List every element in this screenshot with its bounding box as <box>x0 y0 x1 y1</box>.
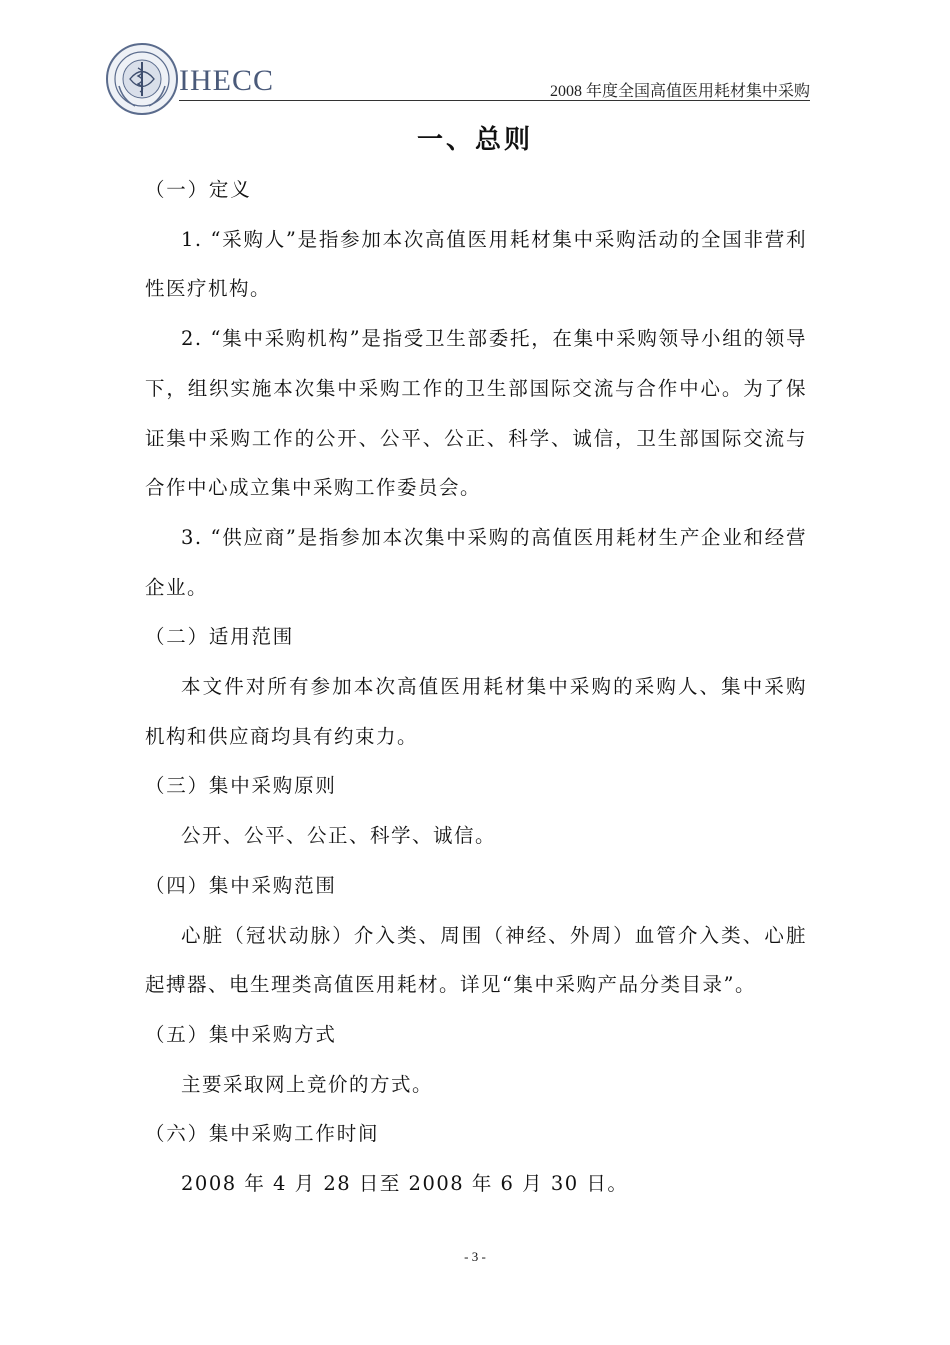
document-body <box>145 165 807 1209</box>
section-heading: （五）集中采购方式 <box>145 1022 337 1046</box>
section-heading: （一）定义 <box>145 178 252 201</box>
page-number: - 3 - <box>464 1249 486 1264</box>
section-title: 一、总则 <box>416 125 533 155</box>
header-divider <box>179 100 810 101</box>
section-heading: （四）集中采购范围 <box>145 873 337 897</box>
paragraph: 心脏（冠状动脉）介入类、周围（神经、外周）血管介入类、心脏起搏器、电生理类高值医用耗材。详见“集中采购产品分类目录”。 <box>145 923 807 997</box>
paragraph: 公开、公平、公正、科学、诚信。 <box>181 824 497 848</box>
header-title: 2008 年度全国高值医用耗材集中采购 <box>549 83 810 100</box>
paragraph: 2. “集中采购机构”是指受卫生部委托，在集中采购领导小组的领导下，组织实施本次集中采购工作的卫生部国际交流与合作中心。为了保证集中采购工作的公开、公平、公正、科学、诚信，卫生部国际交流与合作中心成立集中采购工作委员会。 <box>145 327 807 500</box>
organization-seal-logo <box>105 42 179 116</box>
section-heading: （二）适用范围 <box>145 625 295 649</box>
section-heading: （三）集中采购原则 <box>145 774 337 798</box>
paragraph: 2008 年 4 月 28 日至 2008 年 6 月 30 日。 <box>181 1172 629 1196</box>
paragraph: 本文件对所有参加本次高值医用耗材集中采购的采购人、集中采购机构和供应商均具有约束力。 <box>145 675 807 748</box>
paragraph: 3. “供应商”是指参加本次集中采购的高值医用耗材生产企业和经营企业。 <box>145 525 807 599</box>
section-heading: （六）集中采购工作时间 <box>145 1122 380 1146</box>
paragraph: 1. “采购人”是指参加本次高值医用耗材集中采购活动的全国非营利性医疗机构。 <box>145 227 807 301</box>
page-header <box>105 42 810 100</box>
logo-wordmark: IHECC <box>179 64 274 97</box>
paragraph: 主要采取网上竞价的方式。 <box>181 1072 434 1096</box>
